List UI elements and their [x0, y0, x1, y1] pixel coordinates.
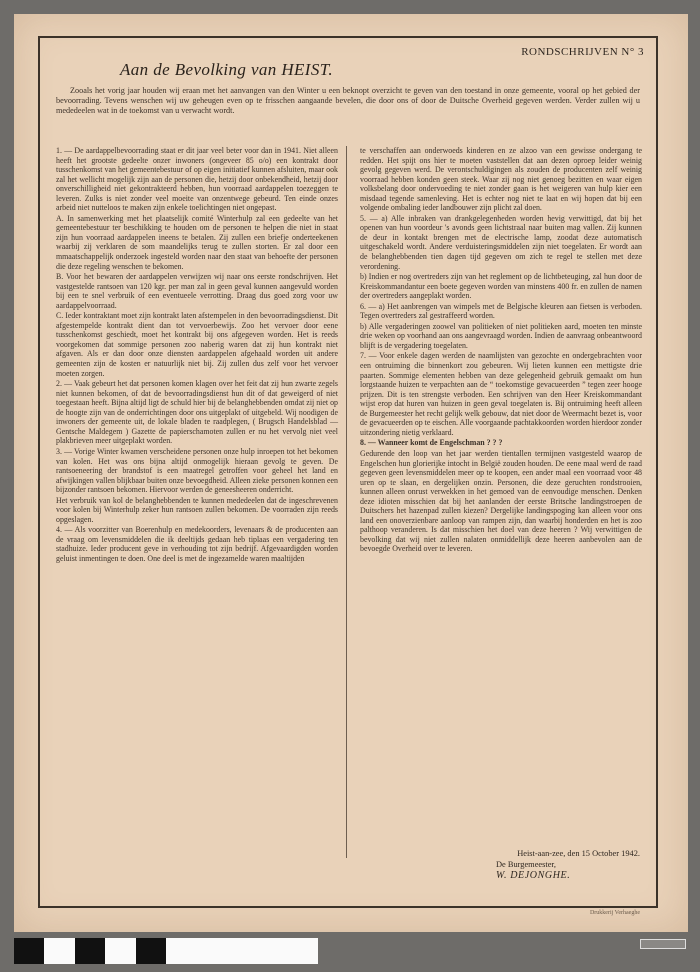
circular-number: RONDSCHRIJVEN N° 3	[521, 46, 644, 58]
paragraph-1c: C. Ieder kontraktant moet zijn kontrakt laten afstempelen in den bevoorradingsdienst. Dit afgestempelde kontrakt dient dan tot vervoerbewijs. Zoo het vervoer door eene tusschenkomst geschiedt, moet het kontrakt bij ons afgegeven worden. Het is reeds voorgekomen dat sommige personen zoo naberig waren dat zij hun kontrakt niet afgaven. Als er dan door onze diensten aardappelen afgehaald worden uit andere gemeenten zijn de kosten er natuurlijk niet bij. Zij zullen dus zelf voor het vervoer moeten zorgen.	[56, 311, 339, 378]
paragraph-3b: Het verbruik van kol de belanghebbenden te kunnen mededeelen dat de ingeschrevenen voor kolen bij Winterhulp zeker hun rantsoen zullen bekomen. De voorraden zijn reeds opgeslagen.	[56, 495, 338, 524]
right-column	[360, 146, 642, 555]
signoff-block	[460, 848, 640, 881]
calibration-swatch	[166, 938, 318, 964]
place-date: Heist-aan-zee, den 15 October 1942.	[517, 849, 640, 858]
paragraph-1b: B. Voor het bewaren der aardappelen verwijzen wij naar ons eerste rondschrijven. Het vastgestelde rantsoen van 120 kgr. per man zal in geen geval kunnen aangevuld worden bij een te snel verbruik of een eventueele verrotting. Draag dus goed zorg voor uw aardappelvoorraad.	[56, 272, 338, 310]
calibration-swatch	[105, 938, 135, 964]
paragraph-7: 7. — Voor enkele dagen werden de naamlijsten van gezochte en ondergebrachten voor een ontruiming die binnenkort zou gebeuren. Wij lieten kunnen een mettigste drie paarten. Sommige elementen hebben van deze gelegenheid gebruik gemaakt om hun lorgstaande huizen te verpachten aan de “ toekomstige gevacueerden ” tegen zeer hooge prijzen. Dit is ten strengste verboden. Een schrijven van den Heer Kreiskommandant wijst erop dat huren van huizen in geen geval toegelaten is. Bij ontruiming heeft alleen de Burgemeester het recht gelijk welk gebouw, dat niet door de Weermacht bezet is, voor de gevacueerden op te eischen. Alle voorgaande pachtakkoorden worden hierdoor zonder uitzondering nietig verklaard.	[360, 351, 642, 437]
paragraph-8-heading: 8. — Wanneer komt de Engelschman ? ? ?	[360, 438, 503, 448]
intro-paragraph: Zooals het vorig jaar houden wij eraan met het aanvangen van den Winter u een beknopt overzicht te geven van den toestand in onze gemeente, vooral op het gebied der bevoorrading. Tevens wenschen wij uw geheugen even op te frisschen aangaande bevelen, die door ons of door de Duitsche Overheid gegeven werden. Verder zullen wij u mededeelen wat in de toekomst van u verwacht wordt.	[56, 86, 640, 115]
paragraph-8: Gedurende den loop van het jaar werden tientallen termijnen vastgesteld waarop de Engelschen hun glorierijke intocht in België zouden houden. De eene maal werd de raad gegeven geen levensmiddelen meer op te koopen, een ander maal een voorraad voor 48 uren op te slaan, en dergelijken onzin. Personen, die deze geruchten rondstrooien, kunnen alleen onrust verwekken in het gemoed van de eenvoudige menschen. Denken deze idioten misschien dat bij het aanlanden der eerste Britsche landingstroepen de Duitschers het hazenpad zullen kiezen? Dergelijke landingspoging kan alleen voor ons land een onoverzienbare aanloop van rampen zijn, dan waarbij honderden en het is zoo palthoop veranderen. Is dat misschien het doel van deze heeren ? Wij verwittigen de bevolking dat wij niet zullen nalaten onmiddellijk deze heeren aanbevolen aan de bevoegde Overheid over te leveren.	[360, 448, 642, 554]
paragraph-6b: b) Alle vergaderingen zoowel van politieken of niet politieken aard, moeten ten minste drie weken op voorhand aan ons aangevraagd worden. Indien de aanvraag onbeantwoord blijft is de vergadering toegelaten.	[360, 321, 642, 350]
paragraph-5a: 5. — a) Alle inbraken van drankgelegenheden worden hevig verwittigd, dat bij het openen van hun voordeur 's avonds geen lichtstraal naar buiten mag vallen. Zij kunnen de deur in kontakt brengen met de electrische lamp, zoodat deze automatisch uitgeschakeld wordt. Andere verduisteringsmiddelen zijn niet toegelaten. Er wordt aan de belanghebbenden tien dagen tijd gegeven om zich te regel te stellen met deze verordening.	[360, 213, 642, 271]
left-column	[56, 146, 347, 858]
mayor-name: W. DEJONGHE.	[496, 870, 571, 881]
paragraph-5b: b) Indien er nog overtreders zijn van het reglement op de lichtbeteuging, zal hun door de Kreiskommandantur een boete gegeven worden van minstens 400 fr. en zullen de namen der overtreders aangeplakt worden.	[360, 272, 642, 301]
calibration-swatch	[136, 938, 166, 964]
paragraph-4-cont: te verschaffen aan onderwoeds kinderen en ze alzoo van een gewisse ondergang te redden. Het spijt ons hier te moeten vaststellen dat aan dezen oproep leider weinig gevolg gegeven werd. De verontschuldigingen als zouden de producenten zelf weinig voorraad hebben konden geen steek. Waar zij nog niet genoeg bezitten en waar eigen volksbelang door ondervoeding te niet zonder gaan is het weigeren van hulp kier een misdaad tegende samenleving. Het is echter nog niet te laat en wij hopen dat bij een volgende ombaling ieder landbouwer zijn plicht zal doen.	[360, 146, 642, 213]
calibration-swatch	[14, 938, 44, 964]
scale-bar	[640, 939, 686, 949]
color-calibration-strip	[14, 938, 318, 964]
calibration-swatch	[75, 938, 105, 964]
paragraph-1: 1. — De aardappelbevoorrading staat er dit jaar veel beter voor dan in 1941. Niet alleen heeft het grootste gedeelte onzer inwoners (ongeveer 85 o/o) een kontrakt door tusschenkomst van het gemeentebestuur of op eigen initiatief kunnen afsluiten, maar ook zal het wellicht mogelijk zijn aan de personen die, hetzij door onbekendheid, hetzij door onverschilligheid niet gekontrakteerd hebben, hun voorraad aardappelen toezeggen te leveren. Zulks is niet zonder veel moeite van onzentwege gebeurd. Ten einde onzes arbeid niet nutteloos te maken zijn enkele toelichtingen niet ongepast.	[56, 146, 338, 213]
paragraph-2: 2. — Vaak gebeurt het dat personen komen klagen over het feit dat zij hun zwarte zegels niet kunnen bekomen, of dat de bevoorradingsdienst hun dit of dat geweigerd of niet toegestaan heeft. Bijna altijd ligt de schuld hier bij de belanghebbenden omdat zij niet op de hoogte zijn van de onderrichtingen door ons uitgeplakt of uitgebeld. Wij noodigen de inwoners der gemeente uit, de lokale bladen te raadplegen, ( Brugsch Handelsblad — Gentsche Maldegem ) Gazette de papierschamoten zullen er nu het vervolg niet veel plakbrieven meer uitgeplakt worden.	[56, 379, 338, 446]
paragraph-6a: 6. — a) Het aanbrengen van wimpels met de Belgische kleuren aan fietsen is verboden. Tegen overtreders zal gestraffeerd worden.	[360, 301, 642, 321]
paragraph-4: 4. — Als voorzitter van Boerenhulp en medekoorders, levenaars & de producenten aan de vraag om levensmiddelen die ik deeltijds gedaan heb tiplaas een vergadering ten stadhuize. Ieder producent geve in verhouding tot zijn bedrijf. Afgevaardigden worden geluist inmentingen te doen. One deel is met de ingezamelde waren maaltijden	[56, 525, 338, 563]
mayor-title: De Burgemeester,	[496, 860, 556, 869]
paragraph-1a: A. In samenwerking met het plaatselijk comité Winterhulp zal een gedeelte van het gemeentebestuur ter beschikking te houden om de personen te helpen die niet in staat zijn hun voorraad aardappelen ineens te betalen. Zij zullen een briefje onderteekenen waarbij zij verklaren de som maandelijks terug te zullen storten. Er zal door een mmaatschappelijk onderzoek ingesteld worden naar den staat van behoefte der personen die deze regeling wenschen te bekomen.	[56, 213, 338, 271]
printer-imprint: Drukkerij Verhaeghe	[589, 910, 640, 916]
calibration-swatch	[44, 938, 74, 964]
document-title: Aan de Bevolking van HEIST.	[120, 60, 334, 79]
paragraph-3: 3. — Vorige Winter kwamen verscheidene personen onze hulp inroepen tot het bekomen van kolen. Het was ons bijna altijd onmogelijk hieraan gevolg te geven. De rantsoeneering der brandstof is een maatregel getroffen voor geheel het land en afwijkingen vallen blijkbaar buiten onze bevoegdheid. Alleen zieke personen konnen een bijzonder rantsoen bekomen. Hiervoor werden de geneesheeren onderricht.	[56, 446, 338, 495]
